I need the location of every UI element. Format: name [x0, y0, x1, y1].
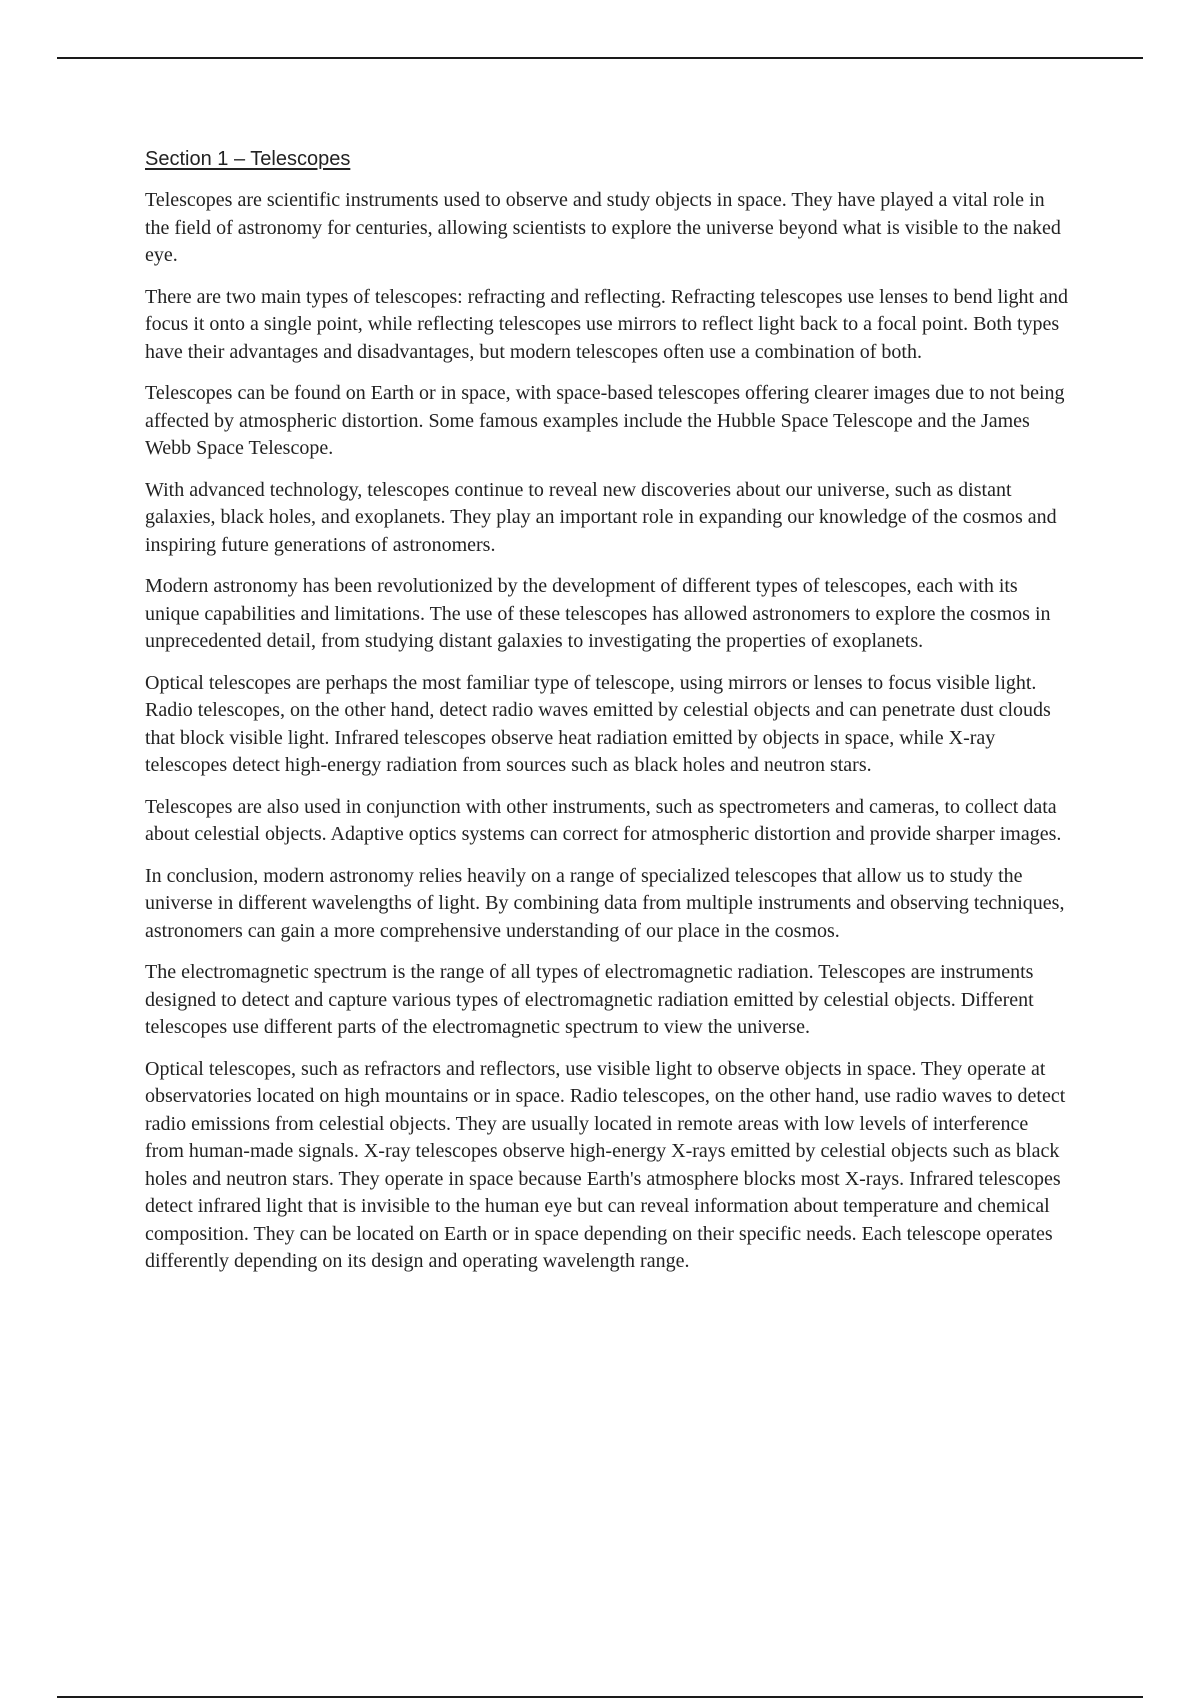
paragraph-spectrum: The electromagnetic spectrum is the range of all types of electromagnetic radiation. Telescopes are instruments designed to detect and capture various types of electromagnetic radiation emitted by celestial objects. Different telescopes use different parts of the electromagnetic spectrum to view the universe.	[145, 961, 1034, 1038]
paragraph-instruments: Telescopes are also used in conjunction with other instruments, such as spectrometers and cameras, to collect data about celestial objects. Adaptive optics systems can correct for atmospheric distortion and provide sharper images.	[145, 795, 1062, 845]
paragraph-modern-astronomy: Modern astronomy has been revolutionized by the development of different types of telescopes, each with its unique capabilities and limitations. The use of these telescopes has allowed astronomers to explore the cosmos in unprecedented detail, from studying distant galaxies to investigating the properties of exoplanets.	[145, 575, 1051, 652]
section-heading: Section 1 – Telescopes	[145, 148, 351, 170]
footer-rule	[57, 1696, 1143, 1698]
paragraph-telescope-kinds: Optical telescopes are perhaps the most familiar type of telescope, using mirrors or lenses to focus visible light. Radio telescopes, on the other hand, detect radio waves emitted by celestial objects and can penetrate dust clouds that block visible light. Infrared telescopes observe heat radiation emitted by objects in space, while X-ray telescopes detect high-energy radiation from sources such as black holes and neutron stars.	[145, 671, 1051, 776]
paragraph-locations: Telescopes can be found on Earth or in space, with space-based telescopes offering clearer images due to not being affected by atmospheric distortion. Some famous examples include the Hubble Space Telescope and the James Webb Space Telescope.	[145, 382, 1065, 459]
paragraph-discoveries: With advanced technology, telescopes continue to reveal new discoveries about our universe, such as distant galaxies, black holes, and exoplanets. They play an important role in expanding our knowledge of the cosmos and inspiring future generations of astronomers.	[145, 478, 1057, 556]
header-rule	[57, 57, 1143, 59]
document-body	[145, 143, 1070, 1290]
paragraph-operation: Optical telescopes, such as refractors and reflectors, use visible light to observe objects in space. They operate at observatories located on high mountains or in space. Radio telescopes, on the other hand, use radio waves to detect radio emissions from celestial objects. They are usually located in remote areas with low levels of interference from human-made signals. X-ray telescopes observe high-energy X-rays emitted by celestial objects such as black holes and neutron stars. They operate in space because Earth's atmosphere blocks most X-rays. Infrared telescopes detect infrared light that is invisible to the human eye but can reveal information about temperature and chemical composition. They can be located on Earth or in space depending on their specific needs. Each telescope operates differently depending on its design and operating wavelength range.	[145, 1057, 1066, 1272]
paragraph-conclusion: In conclusion, modern astronomy relies heavily on a range of specialized telescopes that allow us to study the universe in different wavelengths of light. By combining data from multiple instruments and observing techniques, astronomers can gain a more comprehensive understanding of our place in the cosmos.	[145, 864, 1065, 942]
paragraph-types: There are two main types of telescopes: refracting and reflecting. Refracting telescopes use lenses to bend light and focus it onto a single point, while reflecting telescopes use mirrors to reflect light back to a focal point. Both types have their advantages and disadvantages, but modern telescopes often use a combination of both.	[145, 285, 1068, 363]
paragraph-intro: Telescopes are scientific instruments used to observe and study objects in space. They have played a vital role in the field of astronomy for centuries, allowing scientists to explore the universe beyond what is visible to the naked eye.	[145, 189, 1061, 266]
